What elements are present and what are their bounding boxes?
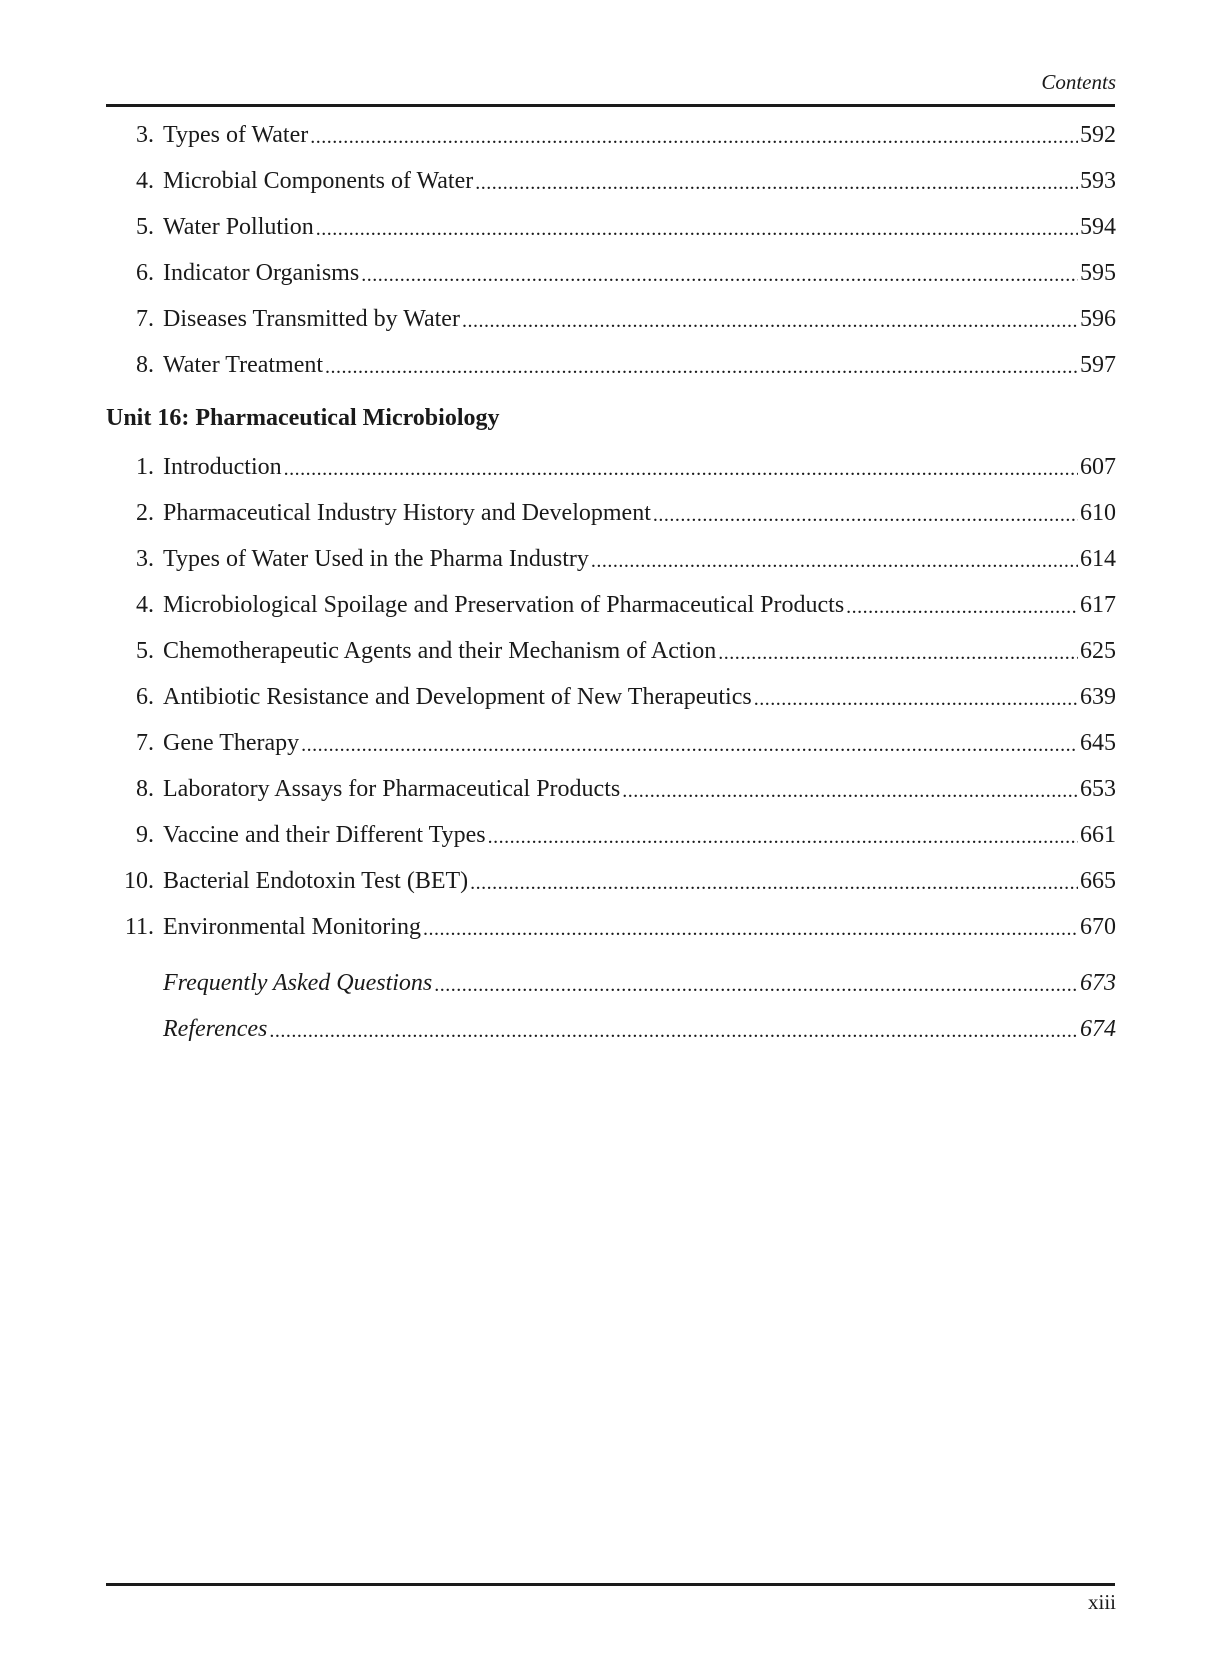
dot-leader	[488, 823, 1078, 847]
toc-entry-title: Water Pollution	[163, 213, 314, 240]
toc-entry-page: 653	[1080, 775, 1116, 802]
toc-entry[interactable]	[106, 204, 1116, 250]
toc-entry-number: 2.	[136, 499, 154, 526]
toc-entry-page: 614	[1080, 545, 1116, 572]
toc-entry-page: 625	[1080, 637, 1116, 664]
toc-entry-title: Bacterial Endotoxin Test (BET)	[163, 867, 469, 894]
toc-entry[interactable]	[106, 112, 1116, 158]
toc-entry-page: 597	[1080, 351, 1116, 378]
dot-leader	[462, 307, 1078, 331]
toc-entry-number: 8.	[136, 775, 154, 802]
header-rule	[106, 104, 1115, 107]
toc-entry-number: 7.	[136, 305, 154, 332]
toc-entry[interactable]	[106, 296, 1116, 342]
toc-entry-number: 11.	[124, 913, 154, 940]
toc-entry-title: Types of Water	[163, 121, 309, 148]
toc-entry-title: Types of Water Used in the Pharma Industry	[163, 545, 589, 572]
dot-leader	[325, 353, 1078, 377]
dot-leader	[653, 501, 1078, 525]
toc-entry-page: 665	[1080, 867, 1116, 894]
toc-entry[interactable]	[106, 674, 1116, 720]
toc-entry-number: 5.	[136, 637, 154, 664]
toc-entry[interactable]	[106, 158, 1116, 204]
toc-entry-number: 4.	[136, 591, 154, 618]
dot-leader	[269, 1017, 1078, 1041]
dot-leader	[301, 731, 1078, 755]
toc-entry-title: Water Treatment	[163, 351, 324, 378]
toc-entry[interactable]	[106, 444, 1116, 490]
toc-entry[interactable]	[106, 858, 1116, 904]
toc-entry-number: 3.	[136, 121, 154, 148]
toc-entry[interactable]	[106, 812, 1116, 858]
toc-entry-number: 6.	[136, 259, 154, 286]
toc-entry[interactable]	[106, 490, 1116, 536]
dot-leader	[718, 639, 1078, 663]
toc-entry-title: Environmental Monitoring	[163, 913, 421, 940]
toc-entry-page: 617	[1080, 591, 1116, 618]
toc-entry-title: Antibiotic Resistance and Development of New Therapeutics	[163, 683, 752, 710]
toc-entry-number: 7.	[136, 729, 154, 756]
toc-entry[interactable]	[106, 904, 1116, 950]
page-number: xiii	[1087, 1590, 1116, 1614]
dot-leader	[316, 215, 1078, 239]
toc-entry-page: 592	[1080, 121, 1116, 148]
toc-entry[interactable]	[106, 628, 1116, 674]
toc-entry-page: 610	[1080, 499, 1116, 526]
dot-leader	[434, 971, 1078, 995]
toc-entry-title: Diseases Transmitted by Water	[163, 305, 460, 332]
dot-leader	[284, 455, 1078, 479]
dot-leader	[622, 777, 1078, 801]
dot-leader	[591, 547, 1078, 571]
toc-entry[interactable]	[106, 766, 1116, 812]
dot-leader	[310, 123, 1078, 147]
toc-entry-page: 594	[1080, 213, 1116, 240]
dot-leader	[754, 685, 1078, 709]
dot-leader	[361, 261, 1078, 285]
toc-entry-page: 661	[1080, 821, 1116, 848]
toc-entry-number: 9.	[136, 821, 154, 848]
running-header-title: Contents	[1041, 70, 1116, 94]
toc-entry-page: 596	[1080, 305, 1116, 332]
toc-entry-title: Vaccine and their Different Types	[163, 821, 486, 848]
toc-entry[interactable]	[106, 342, 1116, 388]
toc-entry-page: 670	[1080, 913, 1116, 940]
dot-leader	[470, 869, 1078, 893]
toc-entry-page: 607	[1080, 453, 1116, 480]
toc-entry-page: 593	[1080, 167, 1116, 194]
toc-entry-title: Introduction	[163, 453, 282, 480]
toc-entry-title: Microbiological Spoilage and Preservation of Pharmaceutical Products	[163, 591, 845, 618]
toc-entry-number: 1.	[136, 453, 154, 480]
toc-entry[interactable]	[106, 250, 1116, 296]
toc-back-matter-entry[interactable]	[106, 1006, 1116, 1052]
toc-entry-page: 645	[1080, 729, 1116, 756]
toc-entry-title: Frequently Asked Questions	[163, 969, 433, 996]
toc-entry[interactable]	[106, 582, 1116, 628]
unit-heading: Unit 16: Pharmaceutical Microbiology	[106, 404, 500, 431]
footer-rule	[106, 1583, 1115, 1586]
toc-entry-title: Chemotherapeutic Agents and their Mechanism of Action	[163, 637, 717, 664]
dot-leader	[475, 169, 1078, 193]
dot-leader	[846, 593, 1078, 617]
toc-entry-page: 673	[1080, 969, 1116, 996]
toc-entry-number: 6.	[136, 683, 154, 710]
toc-entry-title: References	[163, 1015, 268, 1042]
toc-entry-number: 10.	[124, 867, 154, 894]
toc-entry[interactable]	[106, 720, 1116, 766]
toc-entry-title: Indicator Organisms	[163, 259, 360, 286]
table-of-contents	[106, 112, 1116, 1052]
toc-entry-page: 595	[1080, 259, 1116, 286]
toc-entry[interactable]	[106, 536, 1116, 582]
toc-entry-title: Laboratory Assays for Pharmaceutical Products	[163, 775, 621, 802]
toc-entry-number: 8.	[136, 351, 154, 378]
toc-entry-title: Microbial Components of Water	[163, 167, 474, 194]
toc-entry-number: 4.	[136, 167, 154, 194]
toc-entry-page: 639	[1080, 683, 1116, 710]
toc-back-matter-entry[interactable]	[106, 960, 1116, 1006]
toc-entry-number: 3.	[136, 545, 154, 572]
toc-entry-page: 674	[1080, 1015, 1116, 1042]
toc-entry-number: 5.	[136, 213, 154, 240]
spacer	[106, 950, 1116, 960]
toc-entry-title: Gene Therapy	[163, 729, 300, 756]
dot-leader	[423, 915, 1078, 939]
toc-entry-title: Pharmaceutical Industry History and Development	[163, 499, 651, 526]
